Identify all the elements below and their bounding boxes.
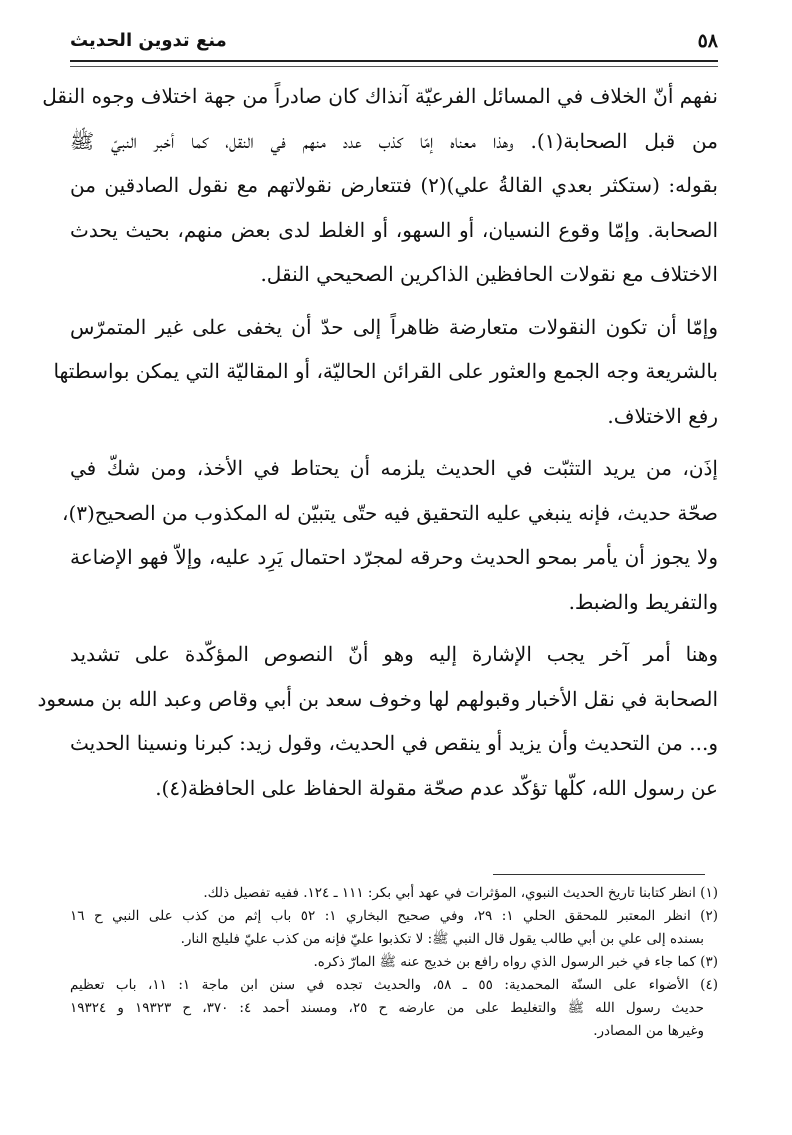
text-line: صحّة حديث، فإنه ينبغي عليه التحقيق فيه حتّى يتبيّن له المكذوب من الصحيح(٣)، (61, 500, 718, 525)
text-line: الصحابة في نقل الأخبار وقبولهم لها وخوف سعد بن أبي وقاص وعبد الله بن مسعود (37, 686, 718, 711)
text-line: من قبل الصحابة(١). وهذا معناه إمّا كذب عدد منهم في النقل، كما أخبر النبيّ ﷺ (70, 128, 718, 153)
text-line: بقوله: (ستكثر بعدي القالةُ علي)(٢) فتتعارض نقولاتهم مع نقول الصادقين من (70, 173, 718, 197)
text-line: وهنا أمر آخر يجب الإشارة إليه وهو أنّ النصوص المؤكّدة على تشديد (70, 642, 718, 666)
footnote-line: (٤) الأضواء على السنّة المحمدية: ٥٥ ـ ٥٨، والحديث تجده في سنن ابن ماجة ١: ١١، باب تعظيم (70, 977, 718, 993)
text-line: الصحابة. وإمّا وقوع النسيان، أو السهو، أو الغلط لدى بعض منهم، بحيث يحدث (70, 217, 718, 242)
text-line: و... من التحديث وأن يزيد أو ينقص في الحديث، وقول زيد: كبرنا ونسينا الحديث (70, 731, 718, 755)
footnote-separator (493, 874, 705, 875)
paragraph (61, 446, 718, 624)
running-header (70, 30, 718, 58)
header-rule (70, 60, 718, 67)
text-line: نفهم أنّ الخلاف في المسائل الفرعيّة آنذاك كان صادراً من جهة اختلاف وجوه النقل (42, 84, 718, 108)
paragraph (42, 74, 718, 297)
paragraph (53, 305, 718, 439)
text-line: إذَن، من يريد التثبّت في الحديث يلزمه أن يحتاط في الأخذ، ومن شكّ في (70, 456, 718, 480)
footnote-line: (١) انظر كتابنا تاريخ الحديث النبوي، المؤثرات في عهد أبي بكر: ١١١ ـ ١٢٤. ففيه تفصيل ذلك. (203, 885, 718, 901)
footnote-line: (٣) كما جاء في خبر الرسول الذي رواه رافع بن خديج عنه ﷺ المارّ ذكره. (313, 954, 718, 970)
text-line: ولا يجوز أن يأمر بمحو الحديث وحرقه لمجرّد احتمال يَرِد عليه، وإلاّ فهو الإضاعة (70, 545, 718, 569)
text-line: والتفريط والضبط. (568, 589, 718, 614)
footnote-line: وغيرها من المصادر. (593, 1023, 704, 1039)
main-text (37, 74, 718, 818)
text-line: رفع الاختلاف. (607, 403, 718, 428)
page-number: ٥٨ (697, 30, 718, 52)
footnote-line: (٢) انظر المعتبر للمحقق الحلي ١: ٢٩، وفي صحيح البخاري ١: ٥٢ باب إثم من كذب على النبي ح ١٦ (70, 908, 719, 924)
footnote-line: حديث رسول الله ﷺ والتغليط على من عارضه ح ٢٥، ومسند أحمد ٤: ٣٧٠، ح ١٩٣٢٣ و ١٩٣٢٤ (70, 1000, 705, 1016)
running-title: منع تدوين الحديث (70, 30, 227, 51)
footnotes (70, 882, 718, 1043)
text-line: عن رسول الله، كلّها تؤكّد عدم صحّة مقولة الحفاظ على الحافظة(٤). (155, 775, 718, 800)
paragraph (37, 632, 718, 810)
text-line: وإمّا أن تكون النقولات متعارضة ظاهراً إلى حدّ أن يخفى على غير المتمرّس (70, 314, 718, 339)
text-line: بالشريعة وجه الجمع والعثور على القرائن الحاليّة، أو المقاليّة التي يمكن بواسطتها (53, 359, 718, 383)
footnote-line: بسنده إلى علي بن أبي طالب يقول قال النبي ﷺ: لا تكذبوا عليّ فإنه من كذب عليّ فليلج النار. (180, 931, 704, 947)
text-line: الاختلاف مع نقولات الحافظين الذاكرين الصحيحي النقل. (260, 262, 718, 286)
